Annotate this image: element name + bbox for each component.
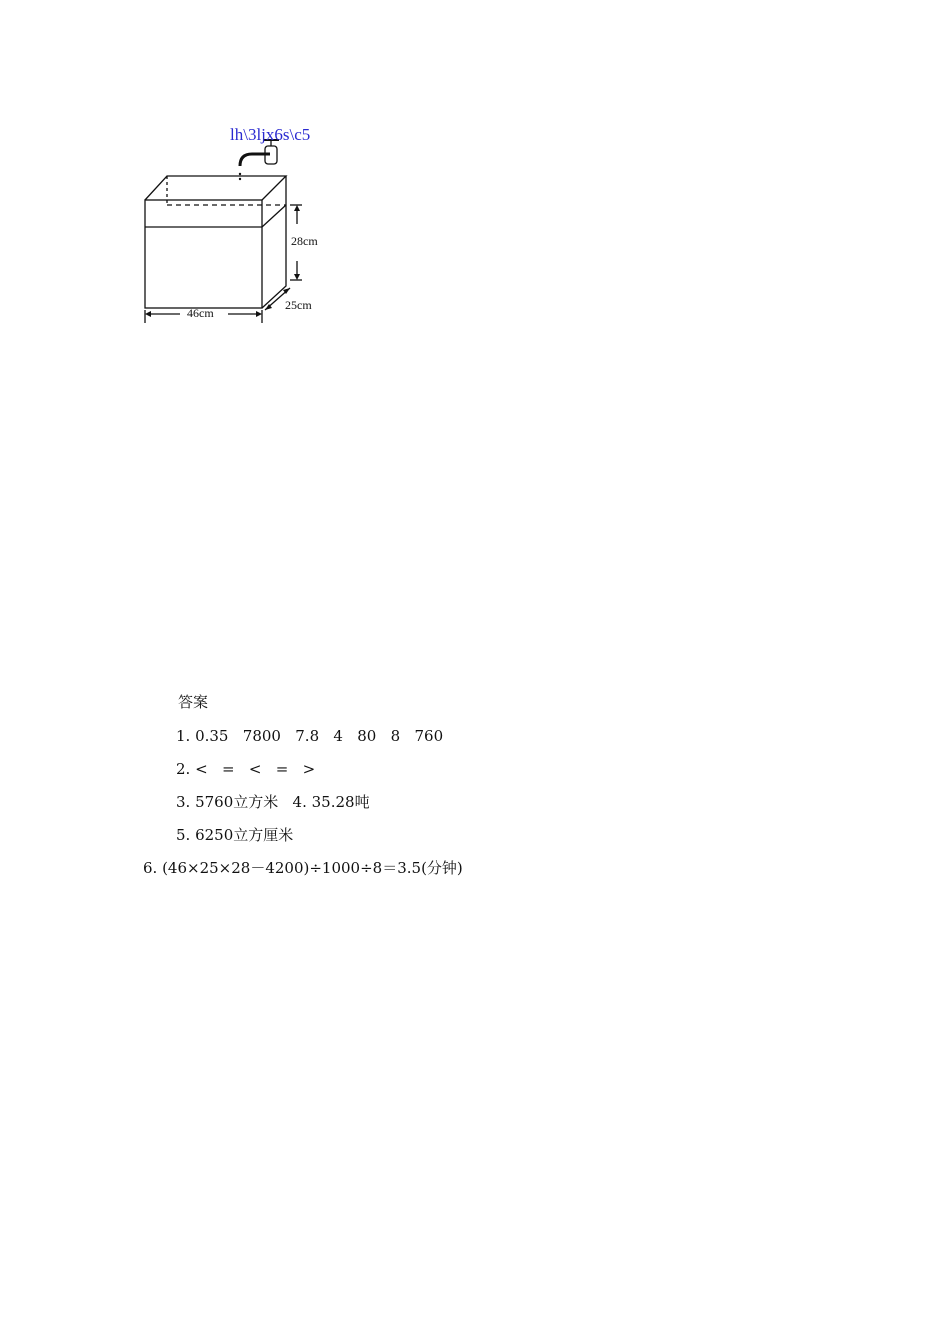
answer-line-2: 2. < = < = > (176, 760, 316, 778)
answer-line-6: 6. (46×25×28－4200)÷1000÷8＝3.5(分钟) (143, 859, 463, 877)
tank-figure (130, 118, 360, 328)
answer-line-5: 5. 6250立方厘米 (176, 826, 294, 844)
length-label: 46cm (187, 306, 214, 320)
answer-line-1: 1. 0.35 7800 7.8 4 80 8 760 (176, 727, 444, 745)
height-label: 28cm (291, 234, 318, 248)
tank-top-edges (145, 176, 286, 200)
watermark-text: lh\3ljx6s\c5 (230, 125, 311, 144)
tank-front-face (145, 200, 262, 308)
answers-title: 答案 (178, 693, 209, 711)
answer-line-3: 3. 5760立方米 4. 35.28吨 (176, 793, 370, 811)
width-label: 25cm (285, 298, 312, 312)
